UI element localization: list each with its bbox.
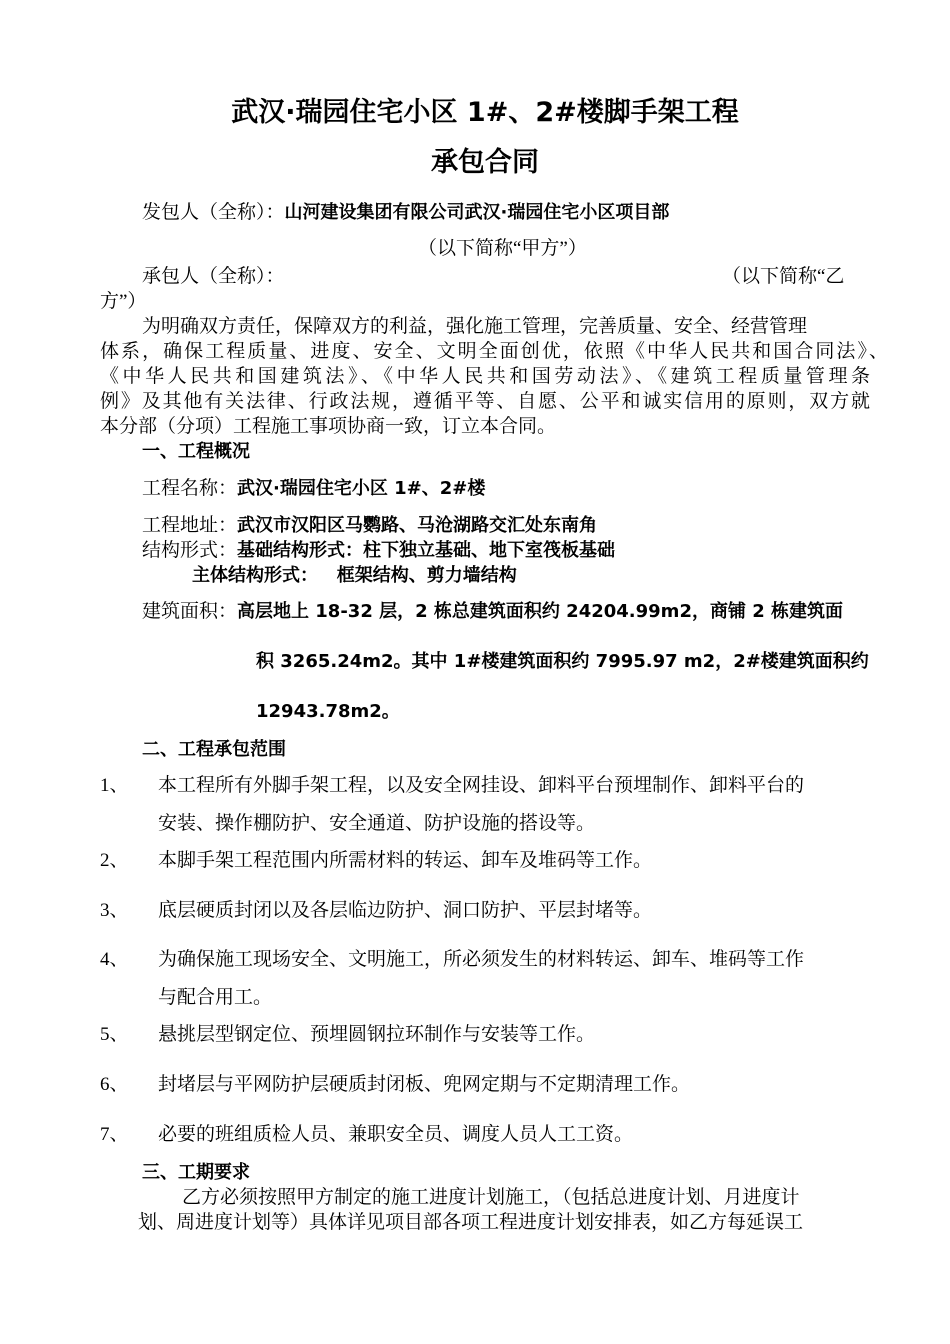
scope-item-text: 封堵层与平网防护层硬质封闭板、兜网定期与不定期清理工作。 [158,1074,691,1095]
contractor-abbr: （以下简称“乙 [722,266,845,287]
preamble-line: 本分部（分项）工程施工事项协商一致，订立本合同。 [100,416,557,437]
project-address-label: 工程地址： [142,515,238,536]
scope-item-text: 本脚手架工程范围内所需材料的转运、卸车及堆码等工作。 [158,850,653,871]
preamble-line: 体系，确保工程质量、进度、安全、文明全面创优，依照《中华人民共和国合同法》、 [100,341,888,362]
scope-item-text: 为确保施工现场安全、文明施工，所必须发生的材料转运、卸车、堆码等工作 [158,949,805,970]
project-name-row [142,476,485,502]
document-subtitle: 承包合同 [431,147,539,178]
employer-line [142,200,669,226]
schedule-line: 乙方必须按照甲方制定的施工进度计划施工，（包括总进度计划、月进度计 [182,1187,800,1208]
schedule-line: 划、周进度计划等）具体详见项目部各项工程进度计划安排表，如乙方每延误工 [138,1212,804,1233]
section-1-heading: 一、工程概况 [142,441,250,462]
preamble-line: 例》及其他有关法律、行政法规，遵循平等、自愿、公平和诚实信用的原则，双方就 [100,391,870,412]
area-row [142,599,843,625]
preamble-line: 《中华人民共和国建筑法》、《中华人民共和国劳动法》、《建筑工程质量管理条 [100,366,870,387]
structure-row [142,538,615,564]
section-2-heading: 二、工程承包范围 [142,739,286,760]
area-value-line: 积 3265.24m2。其中 1#楼建筑面积约 7995.97 m2，2#楼建筑面积约 [256,651,869,672]
structure-main: 主体结构形式： 框架结构、剪力墙结构 [192,565,517,586]
employer-label: 发包人（全称）： [142,202,285,223]
scope-item-number: 3、 [100,900,129,921]
project-name-value: 武汉·瑞园住宅小区 1#、2#楼 [237,478,486,499]
contractor-label: 承包人（全称）： [142,266,285,287]
area-value-line: 高层地上 18-32 层，2 栋总建筑面积约 24204.99m2，商铺 2 栋建筑面 [237,601,844,622]
employer-name: 山河建设集团有限公司武汉·瑞园住宅小区项目部 [284,202,670,223]
scope-item-text: 安装、操作棚防护、安全通道、防护设施的搭设等。 [158,813,596,834]
scope-item-number: 1、 [100,775,129,796]
scope-item-number: 6、 [100,1074,129,1095]
scope-item-text: 悬挑层型钢定位、预埋圆钢拉环制作与安装等工作。 [158,1024,596,1045]
structure-label: 结构形式： [142,540,238,561]
document-title: 武汉·瑞园住宅小区 1#、2#楼脚手架工程 [231,97,739,128]
employer-abbr: （以下简称“甲方”） [418,238,587,259]
area-label: 建筑面积： [142,601,238,622]
scope-item-text: 本工程所有外脚手架工程，以及安全网挂设、卸料平台预埋制作、卸料平台的 [158,775,805,796]
structure-foundation: 基础结构形式：柱下独立基础、地下室筏板基础 [237,540,616,561]
area-value-line: 12943.78m2。 [256,701,400,722]
preamble-line: 为明确双方责任，保障双方的利益，强化施工管理，完善质量、安全、经营管理 [142,316,808,337]
scope-item-text: 与配合用工。 [158,987,273,1008]
scope-item-number: 7、 [100,1124,129,1145]
project-address-value: 武汉市汉阳区马鹦路、马沧湖路交汇处东南角 [237,515,598,536]
scope-item-number: 4、 [100,949,129,970]
scope-item-number: 2、 [100,850,129,871]
scope-item-number: 5、 [100,1024,129,1045]
project-address-row [142,513,597,539]
project-name-label: 工程名称： [142,478,238,499]
scope-item-text: 必要的班组质检人员、兼职安全员、调度人员人工工资。 [158,1124,634,1145]
section-3-heading: 三、工期要求 [142,1162,250,1183]
scope-item-text: 底层硬质封闭以及各层临边防护、洞口防护、平层封堵等。 [158,900,653,921]
contractor-abbr-cont: 方”） [100,291,147,312]
